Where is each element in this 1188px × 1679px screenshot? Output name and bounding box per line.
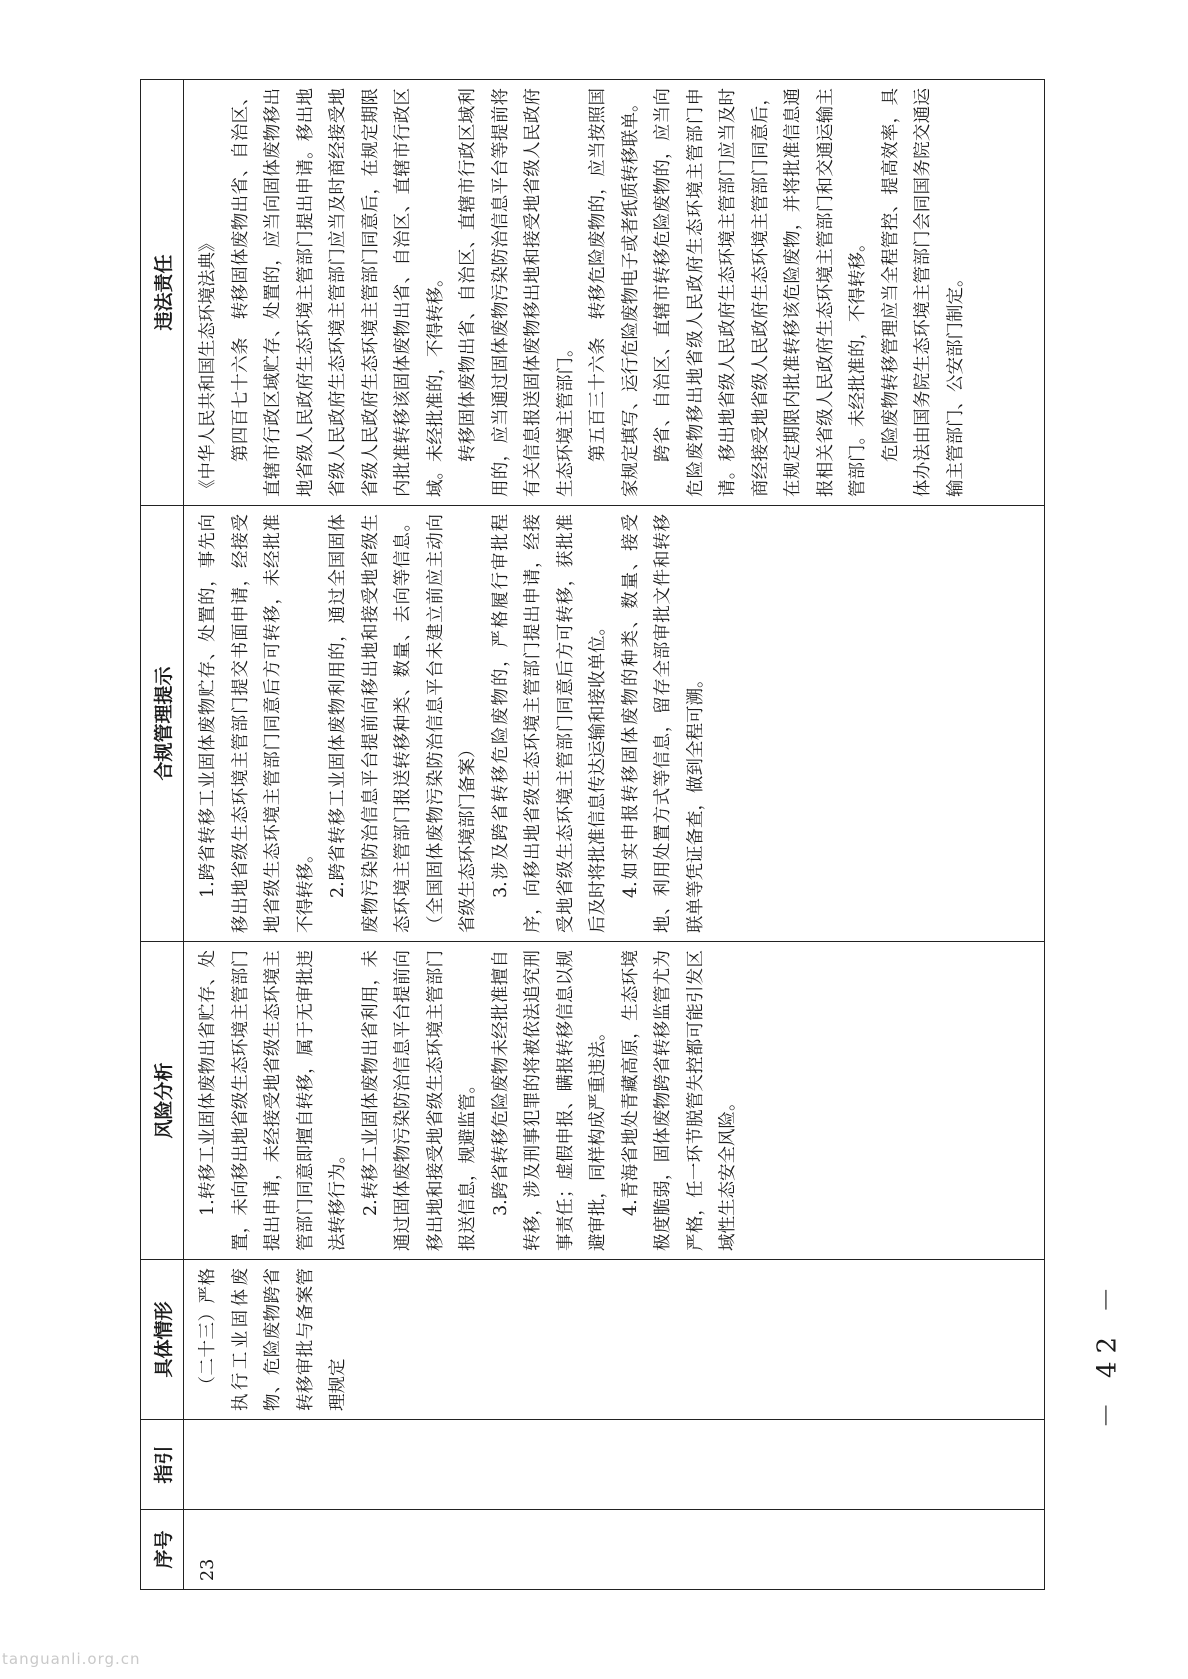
case-text: （二十三）严格执行工业固体废物、危险废物跨省转移审批与备案管理规定 xyxy=(198,1268,348,1411)
cell-law xyxy=(184,80,1045,506)
table-row xyxy=(184,80,1045,1590)
tip-item-4: 4.如实申报转移固体废物的种类、数量、接受地、利用处置方式等信息，留存全部审批文件和转移联单等凭证备查，做到全程可溯。 xyxy=(620,514,706,933)
cell-risk xyxy=(184,942,1045,1260)
cell-guide xyxy=(184,1420,1045,1510)
rotated-document xyxy=(140,80,1045,1590)
header-seq: 序号 xyxy=(141,1510,184,1590)
law-article-536: 第五百三十六条 转移危险废物的，应当按照国家规定填写、运行危险废物电子或者纸质转移联单。 xyxy=(588,88,641,497)
table-header-row xyxy=(141,80,184,1590)
header-tips: 合规管理提示 xyxy=(141,506,184,942)
tip-item-3: 3.涉及跨省转移危险废物的，严格履行审批程序，向移出地省级生态环境主管部门提出申请，经接受地省级生态环境主管部门同意后方可转移，获批准后及时将批准信息传达运输和接收单位。 xyxy=(490,514,608,933)
risk-item-4: 4.青海省地处青藏高原，生态环境极度脆弱，固体废物跨省转移监管尤为严格，任一环节脱管失控都可能引发区域性生态安全风险。 xyxy=(620,950,738,1251)
law-title: 《中华人民共和国生态环境法典》 xyxy=(198,234,218,497)
header-case: 具体情形 xyxy=(141,1260,184,1420)
tip-item-1: 1.跨省转移工业固体废物贮存、处置的，事先向移出地省级生态环境主管部门提交书面申请，经接受地省级生态环境主管部门同意后方可转移，未经批准不得转移。 xyxy=(198,514,316,933)
site-watermark: tanguanli.org.cn xyxy=(2,1650,141,1668)
page-number: － 42 － xyxy=(1092,1278,1123,1429)
law-article-536-para3: 危险废物转移管理应当全程管控、提高效率，具体办法由国务院生态环境主管部门会同国务院交通运输主管部门、公安部门制定。 xyxy=(880,88,966,497)
header-law: 违法责任 xyxy=(141,80,184,506)
law-article-536-para2: 跨省、自治区、直辖市转移危险废物的，应当向危险废物移出地省级人民政府生态环境主管部门申请。移出地省级人民政府生态环境主管部门应当及时商经接受地省级人民政府生态环境主管部门同意后，在规定期限内批准转移该危险废物，并将批准信息通报相关省级人民政府生态环境主管部门和交通运输主管部门。未经批准的，不得转移。 xyxy=(653,88,868,497)
cell-seq: 23 xyxy=(184,1510,1045,1590)
regulation-table xyxy=(140,79,1045,1590)
law-article-476: 第四百七十六条 转移固体废物出省、自治区、直辖市行政区域贮存、处置的，应当向固体废物移出地省级人民政府生态环境主管部门提出申请。移出地省级人民政府生态环境主管部门应当及时商经接受地省级人民政府生态环境主管部门同意后，在规定期限内批准转移该固体废物出省、自治区、直辖市行政区域。未经批准的，不得转移。 xyxy=(230,88,446,497)
header-risk: 风险分析 xyxy=(141,942,184,1260)
header-guide: 指引 xyxy=(141,1420,184,1510)
law-article-476-para2: 转移固体废物出省、自治区、直辖市行政区域利用的，应当通过固体废物污染防治信息平台等提前将有关信息报送固体废物移出地和接受地省级人民政府生态环境主管部门。 xyxy=(458,88,576,497)
risk-item-2: 2.转移工业固体废物出省利用，未通过固体废物污染防治信息平台提前向移出地和接受地省级生态环境主管部门报送信息，规避监管。 xyxy=(360,950,478,1251)
risk-item-1: 1.转移工业固体废物出省贮存、处置，未向移出地省级生态环境主管部门提出申请，未经接受地省级生态环境主管部门同意即擅自转移，属于无审批违法转移行为。 xyxy=(198,950,348,1251)
cell-tips xyxy=(184,506,1045,942)
tip-item-2: 2.跨省转移工业固体废物利用的，通过全国固体废物污染防治信息平台提前向移出地和接受地省级生态环境主管部门报送转移种类、数量、去向等信息。（全国固体废物污染防治信息平台未建立前应主动向省级生态环境部门备案） xyxy=(328,514,478,933)
cell-case xyxy=(184,1260,1045,1420)
risk-item-3: 3.跨省转移危险废物未经批准擅自转移，涉及刑事犯罪的将被依法追究刑事责任；虚假申报、瞒报转移信息以规避审批，同样构成严重违法。 xyxy=(490,950,608,1251)
